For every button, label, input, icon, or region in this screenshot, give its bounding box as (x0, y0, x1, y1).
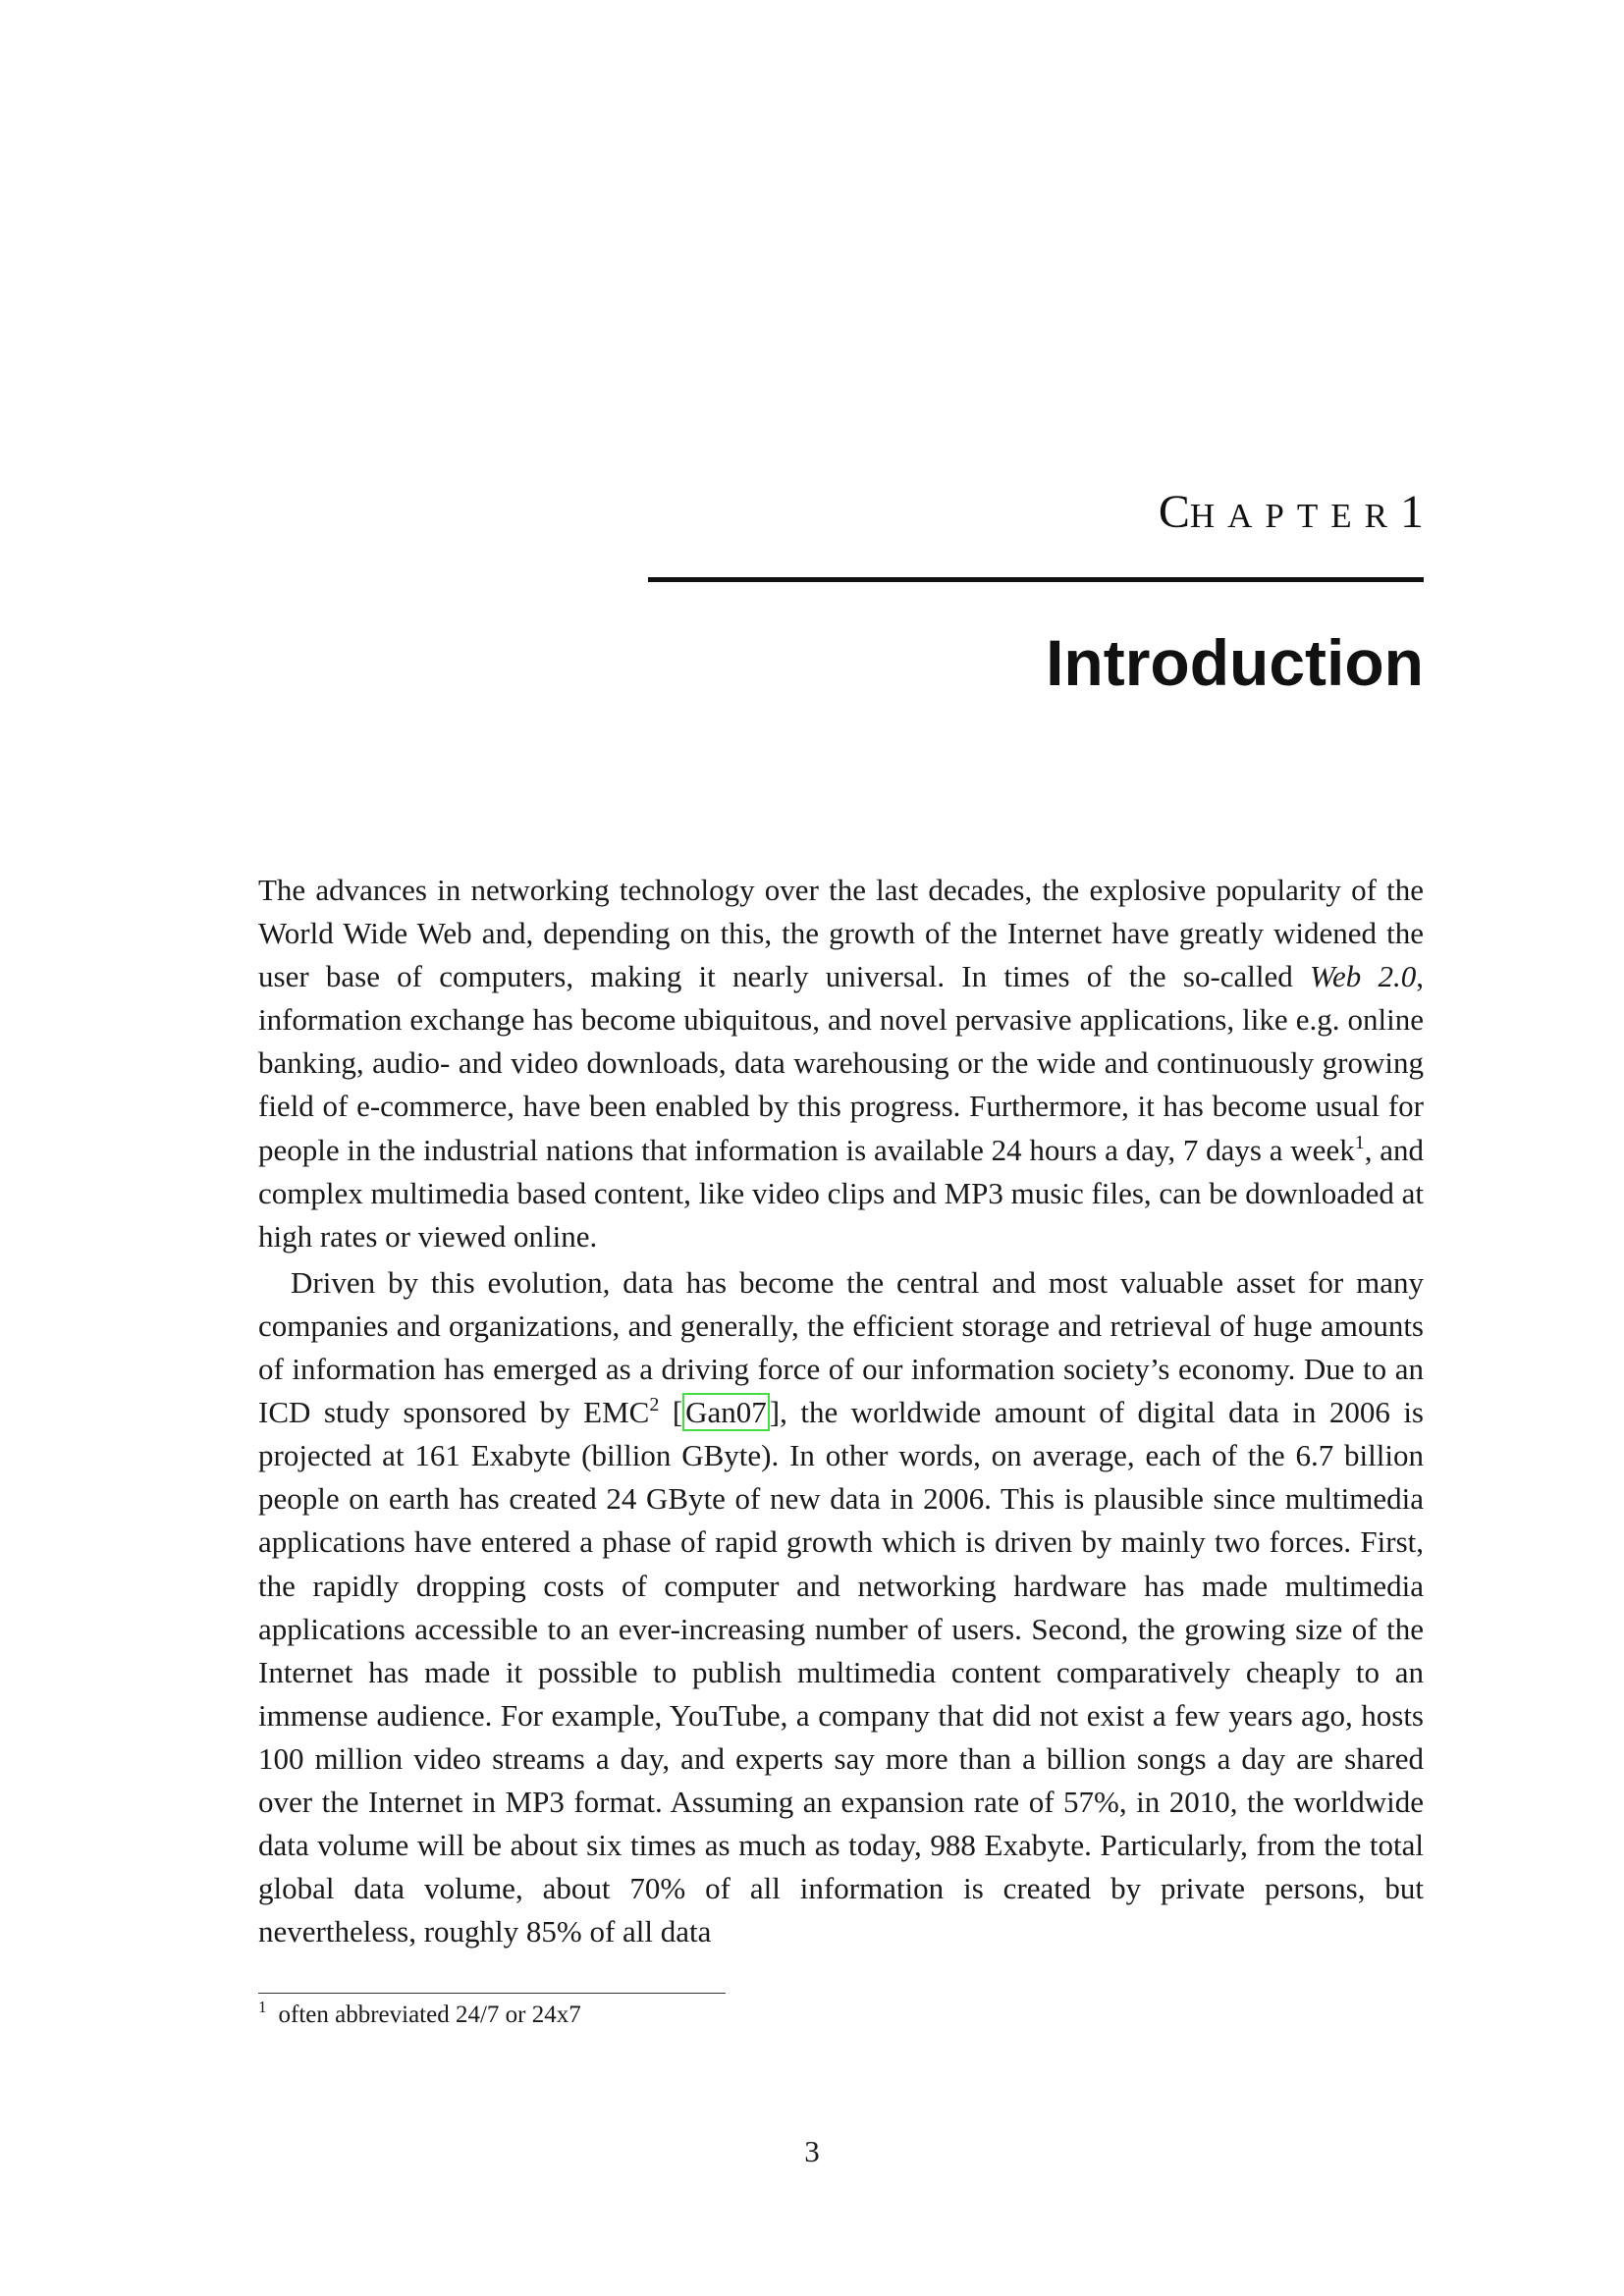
superscript-2: 2 (649, 1394, 660, 1416)
body-text (258, 869, 1424, 1953)
footnote-text: often abbreviated 24/7 or 24x7 (278, 2002, 581, 2028)
paragraph-2 (258, 1261, 1424, 1954)
chapter-label-rest: HAPTER (1189, 497, 1400, 535)
citation-open-bracket: [ (659, 1395, 683, 1430)
footnote-rule (258, 1993, 726, 1994)
paragraph-1-text-c: , and complex multimedia based content, like video clips and MP3 music files, can be downloaded at high rates or viewed online. (258, 1132, 1424, 1254)
citation-close-bracket: ] (769, 1395, 781, 1430)
paragraph-1-text-a: The advances in networking technology over the last decades, the explosive popularity of the World Wide Web and, depending on this, the growth of the Internet have greatly widened the user base of computers, making it nearly universal. In times of the so-called (258, 873, 1424, 994)
chapter-label-initial: C (1158, 486, 1190, 538)
paragraph-2-text-a: Driven by this evolution, data has become the central and most valuable asset for many companies and organizations, and generally, the efficient storage and retrieval of huge amounts of information has emerged as a driving force of our information society’s economy. Due to an ICD study sponsored by EMC (258, 1264, 1424, 1430)
paragraph-1-text-b: , information exchange has become ubiquitous, and novel pervasive applications, like e.g. online banking, audio- and video downloads, data warehousing or the wide and continuously growing field of e-commerce, have been enabled by this progress. Furthermore, it has become usual for people in the industrial nations that information is available 24 hours a day, 7 days a week (258, 959, 1424, 1167)
chapter-title-rule (648, 577, 1424, 582)
paragraph-1 (258, 869, 1424, 1258)
footnote-mark: 1 (258, 1998, 267, 2016)
footnote-reference[interactable]: 1 (1354, 1131, 1365, 1153)
chapter-label (648, 486, 1424, 538)
chapter-title: Introduction (1046, 626, 1424, 699)
citation-link[interactable]: Gan07 (682, 1393, 770, 1431)
paragraph-2-text-b: , the worldwide amount of digital data in 2006 is projected at 161 Exabyte (billion GByte). In other words, on average, each of the 6.7 billion people on earth has created 24 GByte of new data in 2006. This is plausible since multimedia applications have entered a phase of rapid growth which is driven by mainly two forces. First, the rapidly dropping costs of computer and networking hardware has made multimedia applications accessible to an ever-increasing number of users. Second, the growing size of the Internet has made it possible to publish multimedia content comparatively cheaply to an immense audience. For example, YouTube, a company that did not exist a few years ago, hosts 100 million video streams a day, and experts say more than a billion songs a day are shared over the Internet in MP3 format. Assuming an expansion rate of 57%, in 2010, the worldwide data volume will be about six times as much as today, 988 Exabyte. Particularly, from the total global data volume, about 70% of all information is created by private persons, but nevertheless, roughly 85% of all data (258, 1395, 1424, 1949)
page-number: 3 (804, 2134, 820, 2168)
chapter-number: 1 (1400, 486, 1424, 538)
paragraph-1-emphasis: Web 2.0 (1310, 959, 1417, 994)
footnote (258, 1999, 581, 2032)
